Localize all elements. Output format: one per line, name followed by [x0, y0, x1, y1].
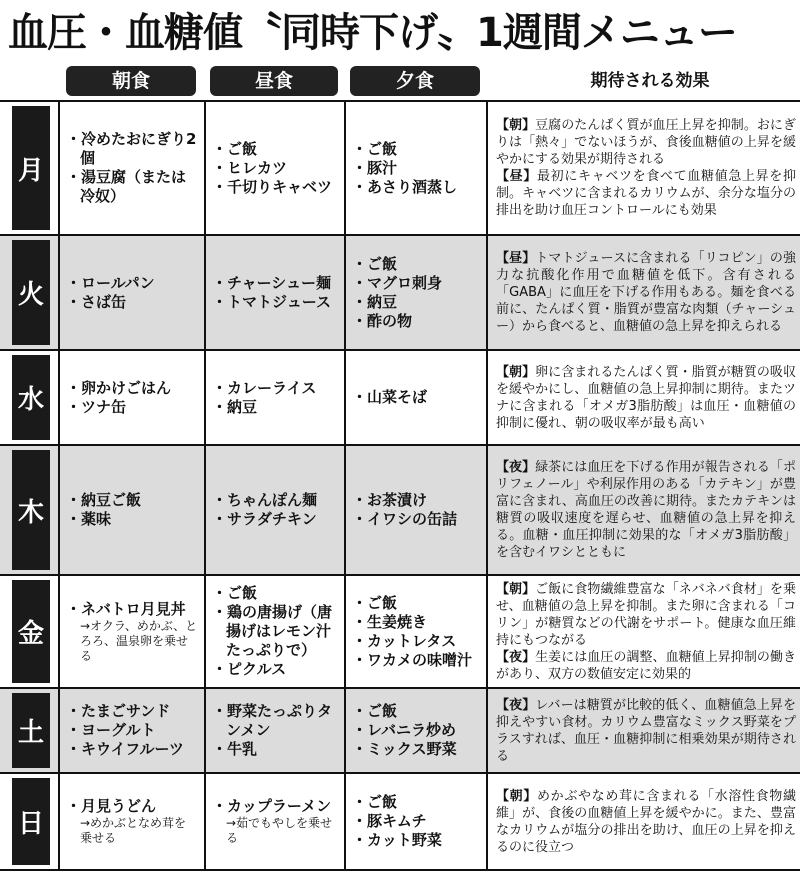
effect-paragraph: [496, 364, 796, 432]
lunch-item: ・ サラダチキン: [212, 510, 338, 529]
breakfast-cell: [58, 446, 204, 574]
day-row: [0, 574, 800, 687]
day-label: 日: [12, 778, 50, 865]
breakfast-cell: [58, 351, 204, 444]
breakfast-item: ・ キウイフルーツ: [66, 740, 198, 759]
lunch-cell: [204, 236, 344, 349]
lunch-cell: [204, 774, 344, 869]
effect-meal-tag: 【昼】: [496, 251, 536, 266]
day-label: 水: [12, 355, 50, 440]
effect-cell: [486, 576, 800, 687]
breakfast-item: ・ ロールパン: [66, 274, 198, 293]
effect-text: ご飯に食物繊維豊富な「ネバネバ食材」を乗せ、血糖値の急上昇を抑制。また卵に含まれる「コリン」が糖質などの代謝をサポート。健康な血圧維持にもつながる: [496, 581, 796, 648]
dinner-item: ・ カット野菜: [352, 831, 480, 850]
dinner-item: ・ レバニラ炒め: [352, 721, 480, 740]
dinner-cell: [344, 446, 486, 574]
lunch-item: ・ ピクルス: [212, 660, 338, 679]
day-label: 木: [12, 450, 50, 570]
day-row: [0, 100, 800, 234]
dinner-item: ・ ご飯: [352, 702, 480, 721]
dinner-item: ・ 豚汁: [352, 159, 480, 178]
dinner-item: ・ 山菜そば: [352, 388, 480, 407]
effect-meal-tag: 【夜】: [496, 697, 536, 713]
header-lunch: 昼食: [210, 66, 338, 96]
lunch-cell: [204, 446, 344, 574]
breakfast-item: ・ ネバトロ月見丼: [66, 600, 198, 619]
day-row: [0, 772, 800, 871]
effect-cell: [486, 351, 800, 444]
day-row: [0, 444, 800, 574]
effect-cell: [486, 102, 800, 234]
effect-paragraph: [496, 788, 796, 856]
breakfast-note: →めかぶとなめ茸を乗せる: [80, 816, 187, 845]
breakfast-cell: [58, 689, 204, 772]
effect-text: 生姜には血圧の調整、血糖値上昇抑制の働きがあり、双方の数値安定に効果的: [496, 649, 796, 682]
lunch-cell: [204, 576, 344, 687]
dinner-item: ・ イワシの缶詰: [352, 510, 480, 529]
lunch-item: ・ カップラーメン: [212, 797, 338, 816]
dinner-cell: [344, 102, 486, 234]
effect-meal-tag: 【朝】: [496, 364, 536, 380]
dinner-cell: [344, 236, 486, 349]
effect-paragraph: [496, 168, 796, 219]
lunch-note: →茹でもやしを乗せる: [226, 816, 333, 845]
dinner-item: ・ あさり酒蒸し: [352, 178, 480, 197]
effect-meal-tag: 【夜】: [496, 649, 536, 665]
lunch-item: ・ ご飯: [212, 584, 338, 603]
dinner-cell: [344, 576, 486, 687]
lunch-cell: [204, 689, 344, 772]
lunch-item: ・ トマトジュース: [212, 293, 338, 312]
lunch-item: ・ ちゃんぽん麺: [212, 491, 338, 510]
day-label: 火: [12, 240, 50, 345]
effect-text: 豆腐のたんぱく質が血圧上昇を抑制。おにぎりは「熱々」でないほうが、食後血糖値の上昇を緩やかにする効果が期待される: [496, 118, 796, 167]
breakfast-item: ・ たまごサンド: [66, 702, 198, 721]
effect-meal-tag: 【昼】: [496, 169, 537, 184]
effect-meal-tag: 【夜】: [496, 460, 536, 475]
dinner-cell: [344, 774, 486, 869]
dinner-item: ・ 納豆: [352, 293, 480, 312]
lunch-cell: [204, 351, 344, 444]
dinner-item: ・ ご飯: [352, 793, 480, 812]
effect-paragraph: [496, 250, 796, 335]
dinner-item: ・ ご飯: [352, 140, 480, 159]
effect-text: 最初にキャベツを食べて血糖値急上昇を抑制。キャベツに含まれるカリウムが、余分な塩分の排出を助け血圧コントロールにも効果: [496, 169, 796, 218]
effect-cell: [486, 774, 800, 869]
dinner-cell: [344, 689, 486, 772]
dinner-item: ・ ワカメの味噌汁: [352, 651, 480, 670]
dinner-item: ・ カットレタス: [352, 632, 480, 651]
day-label: 月: [12, 106, 50, 230]
day-row: [0, 349, 800, 444]
breakfast-item: ・ 薬味: [66, 510, 198, 529]
dinner-cell: [344, 351, 486, 444]
lunch-item: ・ ヒレカツ: [212, 159, 338, 178]
effect-paragraph: [496, 649, 796, 683]
effect-meal-tag: 【朝】: [496, 118, 536, 133]
effect-paragraph: [496, 581, 796, 649]
lunch-item: ・ カレーライス: [212, 379, 338, 398]
header-effect: 期待される効果: [590, 71, 710, 91]
lunch-item: ・ 牛乳: [212, 740, 338, 759]
lunch-cell: [204, 102, 344, 234]
lunch-item: ・ 納豆: [212, 398, 338, 417]
breakfast-cell: [58, 774, 204, 869]
breakfast-note: →オクラ、めかぶ、とろろ、温泉卵を乗せる: [80, 618, 198, 663]
dinner-item: ・ ミックス野菜: [352, 740, 480, 759]
effect-text: トマトジュースに含まれる「リコピン」の強力な抗酸化作用で血糖値を低下。含有される「GABA」に血圧を下げる作用もある。麺を食べる前に、たんぱく質・脂質が豊富な肉類（チャーシュー）から食べると、血糖値の急上昇を抑えられる: [496, 251, 796, 334]
breakfast-item: ・ 納豆ご飯: [66, 491, 198, 510]
effect-paragraph: [496, 459, 796, 561]
effect-text: めかぶやなめ茸に含まれる「水溶性食物繊維」が、食後の血糖値上昇を緩やかに。また、豊富なカリウムが塩分の排出を助け、血圧の上昇を抑えるのに役立つ: [496, 788, 796, 855]
effect-text: 緑茶には血圧を下げる作用が報告される「ポリフェノール」や利尿作用のある「カテキン」が豊富に含まれ、高血圧の改善に期待。またカテキンは糖質の吸収速度を遅らせ、血糖値の急上昇を抑える。血糖・血圧抑制に効果的な「オメガ3脂肪酸」を含むイワシとともに: [496, 460, 796, 560]
page-title: 血圧・血糖値〝同時下げ〟1週間メニュー: [8, 10, 737, 56]
effect-meal-tag: 【朝】: [496, 581, 536, 597]
dinner-item: ・ 生姜焼き: [352, 613, 480, 632]
dinner-item: ・ ご飯: [352, 594, 480, 613]
dinner-item: ・ マグロ刺身: [352, 274, 480, 293]
header-dinner: 夕食: [350, 66, 480, 96]
dinner-item: ・ お茶漬け: [352, 491, 480, 510]
effect-text: 卵に含まれるたんぱく質・脂質が糖質の吸収を緩やかにし、血糖値の急上昇抑制に期待。またツナに含まれる「オメガ3脂肪酸」は血圧・血糖値の抑制に優れ、朝の吸収率が最も高い: [496, 364, 796, 431]
breakfast-item: ・ 月見うどん: [66, 797, 198, 816]
breakfast-item: ・ ヨーグルト: [66, 721, 198, 740]
lunch-item: ・ チャーシュー麺: [212, 274, 338, 293]
lunch-item: ・ ご飯: [212, 140, 338, 159]
header-breakfast: 朝食: [66, 66, 196, 96]
breakfast-cell: [58, 576, 204, 687]
effect-cell: [486, 689, 800, 772]
effect-paragraph: [496, 697, 796, 765]
dinner-item: ・ 豚キムチ: [352, 812, 480, 831]
breakfast-cell: [58, 102, 204, 234]
effect-cell: [486, 446, 800, 574]
effect-meal-tag: 【朝】: [496, 788, 537, 804]
breakfast-item: ・ 卵かけごはん: [66, 379, 198, 398]
effect-paragraph: [496, 117, 796, 168]
lunch-item: ・ 野菜たっぷりタンメン: [212, 702, 338, 740]
effect-cell: [486, 236, 800, 349]
day-row: [0, 234, 800, 349]
breakfast-cell: [58, 236, 204, 349]
breakfast-item: ・ ツナ缶: [66, 398, 198, 417]
day-row: [0, 687, 800, 772]
dinner-item: ・ ご飯: [352, 255, 480, 274]
dinner-item: ・ 酢の物: [352, 312, 480, 331]
breakfast-item: ・ 湯豆腐（または冷奴）: [66, 168, 198, 206]
day-label: 土: [12, 693, 50, 768]
effect-text: レバーは糖質が比較的低く、血糖値急上昇を抑えやすい食材。カリウム豊富なミックス野菜をプラスすれば、血圧・血糖抑制に相乗効果が期待される: [496, 697, 796, 764]
day-label: 金: [12, 580, 50, 683]
breakfast-item: ・ 冷めたおにぎり2個: [66, 130, 198, 168]
breakfast-item: ・ さば缶: [66, 293, 198, 312]
lunch-item: ・ 千切りキャベツ: [212, 178, 338, 197]
lunch-item: ・ 鶏の唐揚げ（唐揚げはレモン汁たっぷりで）: [212, 603, 338, 660]
